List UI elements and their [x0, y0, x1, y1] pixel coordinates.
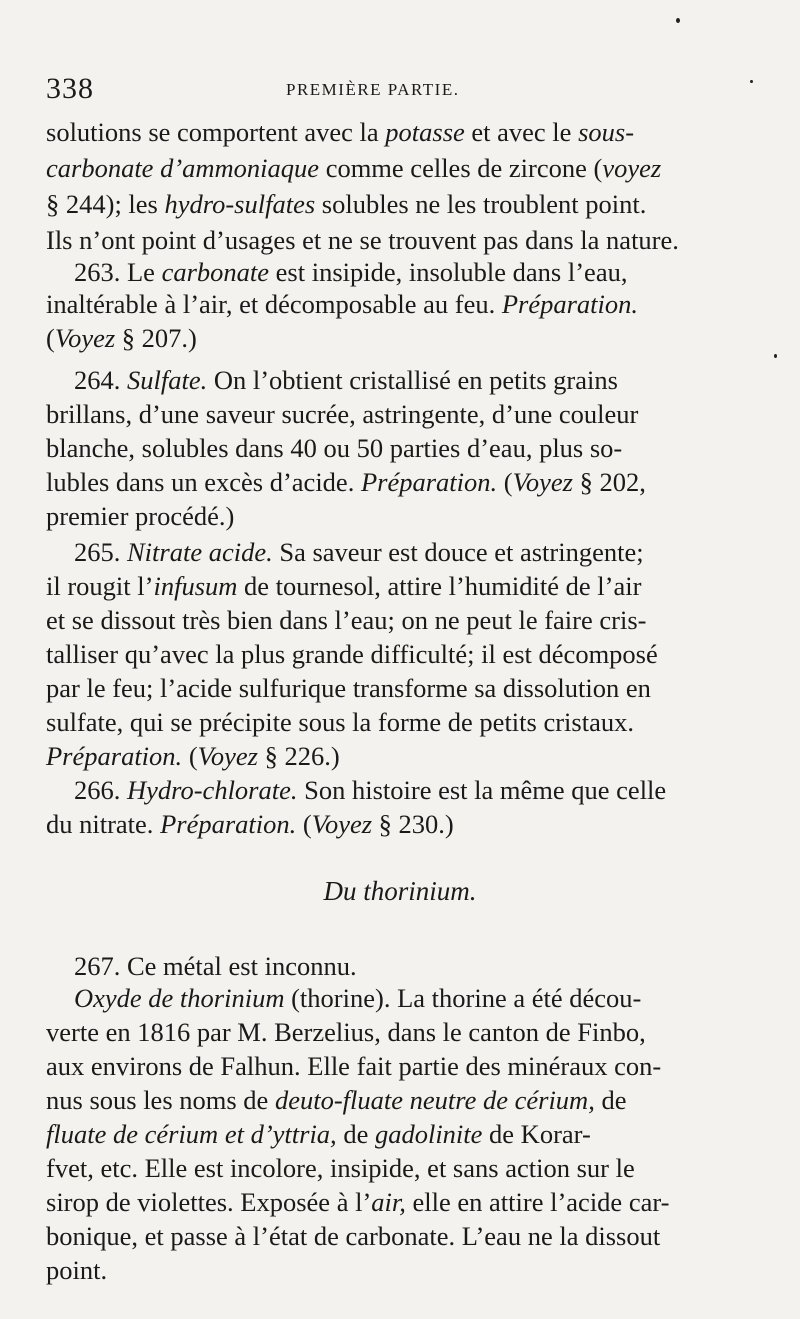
text-line [46, 188, 646, 220]
text-segment: premier procédé.) [46, 501, 235, 531]
text-line [46, 1186, 669, 1218]
text-segment: deuto-fluate neutre de cérium, [274, 1085, 595, 1115]
text-segment: il rougit l’ [46, 571, 154, 601]
text-segment: Oxyde de thorinium [74, 983, 285, 1013]
text-segment: ( [182, 741, 198, 771]
text-segment: blanche, solubles dans 40 ou 50 parties d’eau, plus so- [46, 433, 623, 463]
text-segment: § 226.) [257, 741, 340, 771]
text-segment: fvet, etc. Elle est incolore, insipide, et sans action sur le [46, 1153, 635, 1183]
text-segment: Voyez [311, 809, 373, 839]
text-segment: carbonate [161, 257, 270, 287]
text-line [46, 1254, 107, 1286]
text-segment: Hydro-chlorate. [127, 775, 298, 805]
text-segment: Son histoire est la même que celle [297, 775, 667, 805]
text-line [46, 1084, 626, 1116]
text-segment: On l’obtient cristallisé en petits grains [207, 365, 618, 395]
text-segment: 267. Ce métal est inconnu. [74, 951, 357, 981]
text-line [74, 364, 618, 396]
text-segment: voyez [602, 153, 662, 183]
text-line [46, 706, 634, 738]
text-line [46, 808, 454, 840]
text-line [46, 500, 234, 532]
text-segment: gadolinite [374, 1119, 483, 1149]
text-line [74, 536, 644, 568]
text-segment: 266. [74, 775, 127, 805]
text-segment: 264. [74, 365, 127, 395]
text-segment: bonique, et passe à l’état de carbonate. L’eau ne la dissout [46, 1221, 661, 1251]
text-segment: lubles dans un excès d’acide. [46, 467, 361, 497]
text-segment: elle en attire l’acide car- [405, 1187, 670, 1217]
text-segment: aux environs de Falhun. Elle fait partie des minéraux con- [46, 1051, 662, 1081]
text-line [46, 1220, 660, 1252]
text-segment: § 230.) [372, 809, 454, 839]
text-segment: de Korar- [482, 1119, 591, 1149]
text-segment: § 207.) [115, 323, 197, 353]
text-line [46, 1118, 591, 1150]
text-segment: point. [46, 1255, 108, 1285]
page-header [46, 72, 746, 112]
text-segment: air, [371, 1187, 406, 1217]
text-segment: (thorine). La thorine a été décou- [284, 983, 642, 1013]
text-line [74, 256, 627, 288]
text-segment: et se dissout très bien dans l’eau; on ne peut le faire cris- [46, 605, 647, 635]
text-line [74, 774, 666, 806]
text-segment: comme celles de zircone ( [319, 153, 603, 183]
text-segment: talliser qu’avec la plus grande difficulté; il est décomposé [46, 639, 658, 669]
text-segment: Ils n’ont point d’usages et ne se trouvent pas dans la nature. [46, 225, 679, 255]
text-line [46, 740, 340, 772]
text-segment: Sulfate. [127, 365, 208, 395]
text-segment: du nitrate. [46, 809, 161, 839]
text-line [46, 1050, 661, 1082]
text-segment: Voyez [54, 323, 116, 353]
text-segment: de tournesol, attire l’humidité de l’air [237, 571, 642, 601]
text-segment: brillans, d’une saveur sucrée, astringente, d’une couleur [46, 399, 639, 429]
text-segment: ( [497, 467, 513, 497]
text-segment: est insipide, insoluble dans l’eau, [269, 257, 628, 287]
text-segment: fluate de cérium et d’yttria, [46, 1119, 337, 1149]
text-segment: solutions se comportent avec la [46, 117, 386, 147]
text-segment: 263. Le [74, 257, 162, 287]
text-segment: carbonate d’ammoniaque [46, 153, 320, 183]
text-line [74, 950, 357, 982]
text-segment: Nitrate acide. [127, 537, 273, 567]
text-segment: nus sous les noms de [46, 1085, 275, 1115]
text-segment: Voyez [512, 467, 573, 497]
text-segment: Préparation. [360, 467, 498, 497]
section-title: Du thorinium. [323, 876, 477, 906]
print-speck [676, 18, 680, 23]
print-speck [774, 354, 777, 358]
text-segment: par le feu; l’acide sulfurique transforme sa dissolution en [46, 673, 651, 703]
text-line [46, 398, 638, 430]
text-line [46, 604, 646, 636]
text-segment: § 202, [572, 467, 646, 497]
text-segment: ( [46, 323, 55, 353]
text-segment: sous- [578, 117, 635, 147]
text-segment: et avec le [464, 117, 579, 147]
text-segment: Préparation. [46, 741, 183, 771]
text-segment: inaltérable à l’air, et décomposable au feu. [46, 289, 502, 319]
text-line [46, 466, 646, 498]
text-segment: § 244); les [46, 189, 165, 219]
text-segment: verte en 1816 par M. Berzelius, dans le canton de Finbo, [46, 1017, 646, 1047]
text-segment: ( [296, 809, 312, 839]
text-line [46, 224, 679, 256]
text-line [46, 152, 661, 184]
text-segment: Sa saveur est douce et astringente; [272, 537, 644, 567]
text-line [46, 1152, 635, 1184]
print-speck [750, 80, 753, 83]
text-line [46, 672, 651, 704]
text-segment: 265. [74, 537, 127, 567]
text-line [46, 432, 622, 464]
running-head: PREMIÈRE PARTIE. [286, 80, 460, 99]
text-segment: hydro-sulfates [164, 189, 316, 219]
text-segment: Voyez [197, 741, 258, 771]
text-line [46, 288, 638, 320]
text-line [46, 1016, 646, 1048]
text-segment: de [594, 1085, 627, 1115]
text-line [46, 570, 641, 602]
page-number: 338 [46, 72, 94, 105]
text-segment: Préparation. [501, 289, 639, 319]
text-segment: Préparation. [160, 809, 297, 839]
text-line [74, 982, 641, 1014]
text-line [46, 322, 197, 354]
text-segment: de [336, 1119, 375, 1149]
text-segment: solubles ne les troublent point. [315, 189, 647, 219]
text-line [46, 116, 634, 148]
text-segment: sirop de violettes. Exposée à l’ [46, 1187, 372, 1217]
text-segment: sulfate, qui se précipite sous la forme de petits cristaux. [46, 707, 634, 737]
text-segment: infusum [153, 571, 238, 601]
text-line [46, 638, 658, 670]
text-segment: potasse [385, 117, 465, 147]
